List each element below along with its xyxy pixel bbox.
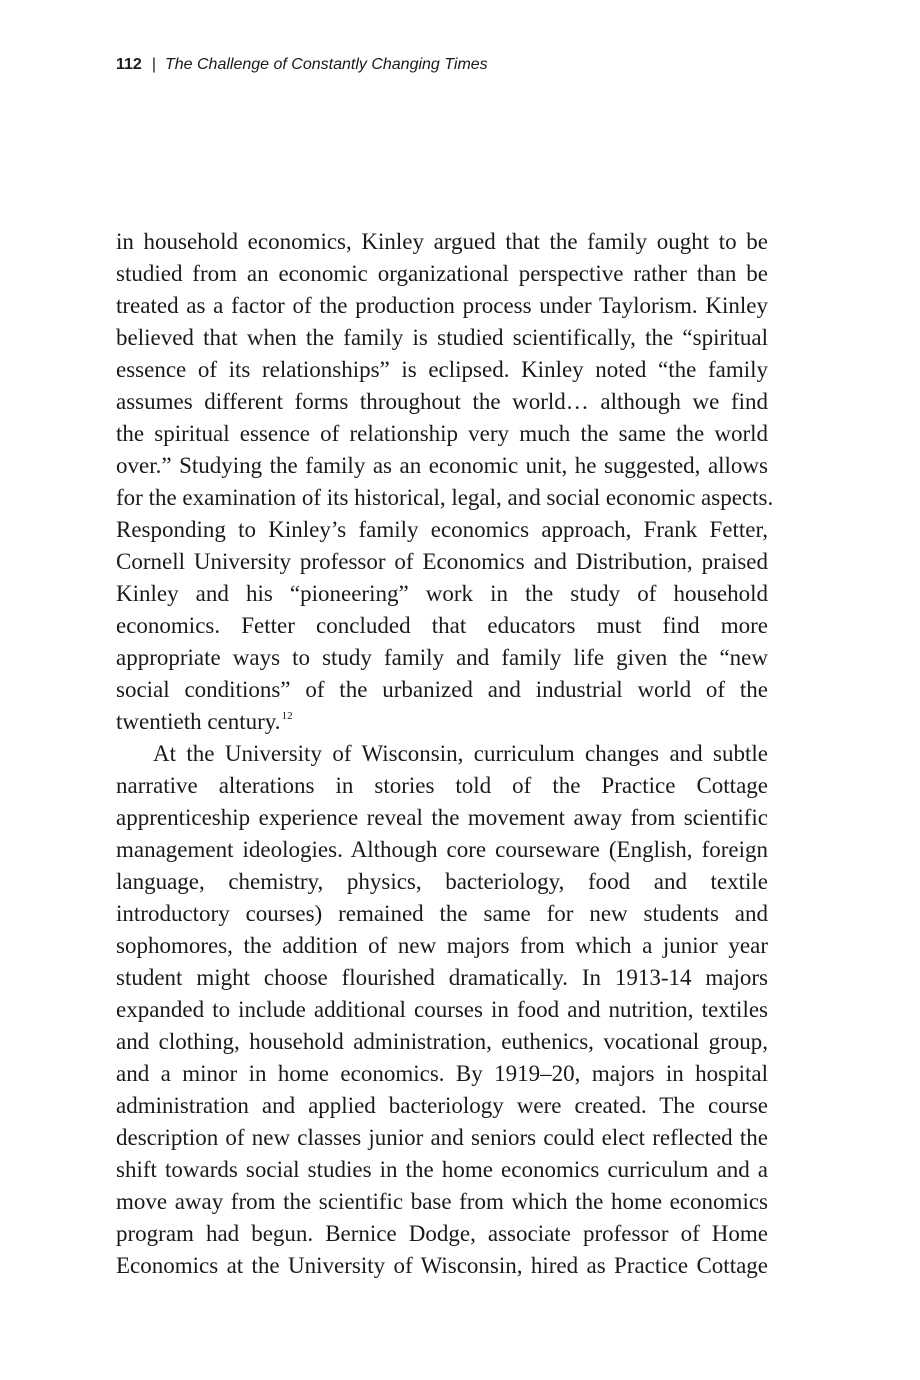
text-line: sophomores, the addition of new majors from which a junior year	[116, 933, 768, 958]
header-separator: |	[151, 56, 156, 73]
text-line: Responding to Kinley’s family economics approach, Frank Fetter,	[116, 517, 768, 542]
text-line: student might choose flourished dramatically. In 1913-14 majors	[116, 965, 768, 990]
text-line-last	[116, 706, 768, 738]
text-line: shift towards social studies in the home economics curriculum and a	[116, 1157, 768, 1182]
text-line: program had begun. Bernice Dodge, associate professor of Home	[116, 1221, 768, 1246]
text-line: for the examination of its historical, legal, and social economic aspects.	[116, 485, 774, 510]
body-text	[116, 226, 774, 1282]
text-line: and a minor in home economics. By 1919–20, majors in hospital	[116, 1061, 768, 1086]
text-line: Economics at the University of Wisconsin, hired as Practice Cottage	[116, 1253, 768, 1278]
text-line: move away from the scientific base from which the home economics	[116, 1189, 768, 1214]
text-line-indented: At the University of Wisconsin, curriculum changes and subtle	[153, 741, 768, 766]
text-line: and clothing, household administration, euthenics, vocational group,	[116, 1029, 768, 1054]
paragraph-1	[116, 226, 774, 738]
text-line: administration and applied bacteriology were created. The course	[116, 1093, 768, 1118]
text-line: language, chemistry, physics, bacteriology, food and textile	[116, 869, 768, 894]
text-line: essence of its relationships” is eclipsed. Kinley noted “the family	[116, 357, 768, 382]
text-line: assumes different forms throughout the world… although we find	[116, 389, 768, 414]
text-line: introductory courses) remained the same for new students and	[116, 901, 768, 926]
text-line: appropriate ways to study family and family life given the “new	[116, 645, 768, 670]
footnote-reference[interactable]: 12	[281, 710, 293, 722]
text-line: description of new classes junior and seniors could elect reflected the	[116, 1125, 768, 1150]
text-line: economics. Fetter concluded that educators must find more	[116, 613, 768, 638]
text-line: Kinley and his “pioneering” work in the study of household	[116, 581, 768, 606]
text-line: narrative alterations in stories told of the Practice Cottage	[116, 773, 768, 798]
page-number: 112	[116, 56, 142, 73]
text-line: in household economics, Kinley argued that the family ought to be	[116, 229, 768, 254]
text-line: studied from an economic organizational perspective rather than be	[116, 261, 768, 286]
text-line: apprenticeship experience reveal the movement away from scientific	[116, 805, 768, 830]
text-line: the spiritual essence of relationship very much the same the world	[116, 421, 768, 446]
text-line: expanded to include additional courses in food and nutrition, textiles	[116, 997, 768, 1022]
running-head	[116, 54, 488, 76]
book-title: The Challenge of Constantly Changing Times	[164, 56, 488, 73]
text-line: believed that when the family is studied scientifically, the “spiritual	[116, 325, 768, 350]
text-line: Cornell University professor of Economics and Distribution, praised	[116, 549, 768, 574]
text-line: management ideologies. Although core courseware (English, foreign	[116, 837, 768, 862]
paragraph-2	[116, 738, 768, 1282]
text-line-content: twentieth century.	[116, 709, 281, 734]
text-line: over.” Studying the family as an economic unit, he suggested, allows	[116, 453, 768, 478]
text-line: social conditions” of the urbanized and industrial world of the	[116, 677, 768, 702]
text-line: treated as a factor of the production process under Taylorism. Kinley	[116, 293, 768, 318]
